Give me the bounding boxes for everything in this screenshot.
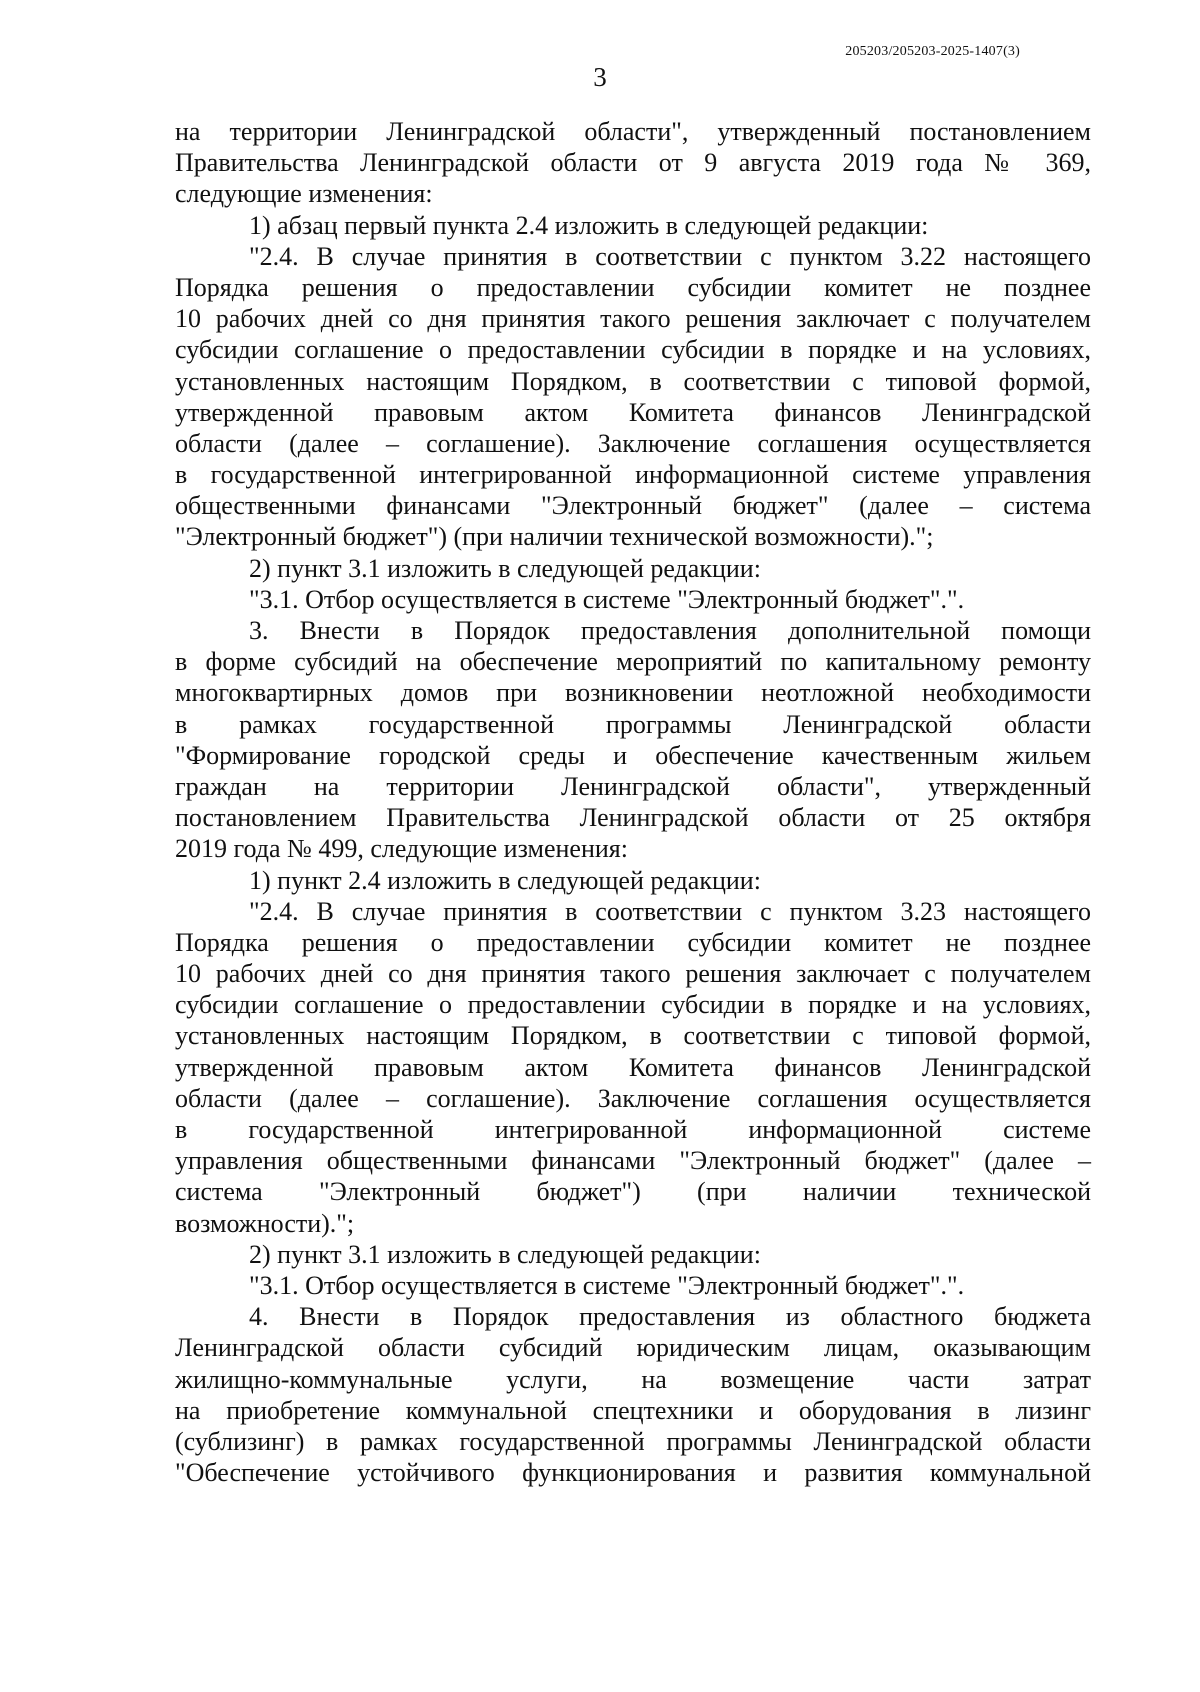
text-line: "3.1. Отбор осуществляется в системе "Электронный бюджет".". bbox=[249, 584, 965, 614]
text-line: области (далее – соглашение). Заключение соглашения осуществляется bbox=[175, 428, 1091, 458]
text-line: области (далее – соглашение). Заключение соглашения осуществляется bbox=[175, 1083, 1091, 1113]
text-line: граждан на территории Ленинградской области", утвержденный bbox=[175, 771, 1091, 801]
text-line: "Электронный бюджет") (при наличии технической возможности)."; bbox=[175, 522, 934, 552]
text-line: установленных настоящим Порядком, в соответствии с типовой формой, bbox=[175, 1021, 1091, 1051]
text-line: 4. Внести в Порядок предоставления из областного бюджета bbox=[249, 1302, 1091, 1332]
text-line: (сублизинг) в рамках государственной программы Ленинградской области bbox=[175, 1426, 1091, 1456]
text-line: управления общественными финансами "Электронный бюджет" (далее – bbox=[175, 1146, 1091, 1176]
text-line: 1) пункт 2.4 изложить в следующей редакции: bbox=[249, 865, 761, 895]
text-line: Порядка решения о предоставлении субсидии комитет не позднее bbox=[175, 927, 1091, 957]
page-number: 3 bbox=[593, 62, 607, 92]
text-line: утвержденной правовым актом Комитета финансов Ленинградской bbox=[175, 397, 1091, 427]
text-line: Правительства Ленинградской области от 9 августа 2019 года № 369, bbox=[175, 148, 1091, 178]
text-line: субсидии соглашение о предоставлении субсидии в порядке и на условиях, bbox=[175, 335, 1091, 365]
text-line: на территории Ленинградской области", утвержденный постановлением bbox=[175, 117, 1091, 146]
document-body-text bbox=[175, 116, 1091, 1488]
text-line: жилищно-коммунальные услуги, на возмещение части затрат bbox=[175, 1364, 1091, 1394]
text-line: в форме субсидий на обеспечение мероприятий по капитальному ремонту bbox=[175, 647, 1091, 677]
text-line: общественными финансами "Электронный бюджет" (далее – система bbox=[175, 491, 1091, 521]
text-line: 10 рабочих дней со дня принятия такого решения заключает с получателем bbox=[175, 959, 1091, 989]
text-line: постановлением Правительства Ленинградской области от 25 октября bbox=[175, 803, 1091, 833]
text-line: "2.4. В случае принятия в соответствии с пунктом 3.22 настоящего bbox=[249, 241, 1091, 271]
text-line: Порядка решения о предоставлении субсидии комитет не позднее bbox=[175, 272, 1091, 302]
text-line: 2) пункт 3.1 изложить в следующей редакции: bbox=[249, 1239, 761, 1269]
text-line: 10 рабочих дней со дня принятия такого решения заключает с получателем bbox=[175, 304, 1091, 334]
text-line: многоквартирных домов при возникновении неотложной необходимости bbox=[175, 678, 1091, 708]
text-line: на приобретение коммунальной спецтехники и оборудования в лизинг bbox=[175, 1395, 1091, 1425]
text-line: "2.4. В случае принятия в соответствии с пунктом 3.23 настоящего bbox=[249, 896, 1091, 926]
text-line: возможности)."; bbox=[175, 1208, 355, 1238]
text-line: в государственной интегрированной информационной системе управления bbox=[175, 460, 1091, 490]
text-line: в государственной интегрированной информационной системе bbox=[175, 1115, 1091, 1144]
text-line: 1) абзац первый пункта 2.4 изложить в следующей редакции: bbox=[249, 210, 929, 240]
text-line: 3. Внести в Порядок предоставления дополнительной помощи bbox=[249, 616, 1091, 645]
text-line: Ленинградской области субсидий юридическим лицам, оказывающим bbox=[175, 1333, 1091, 1363]
text-line: "Обеспечение устойчивого функционирования и развития коммунальной bbox=[175, 1458, 1091, 1488]
text-line: 2) пункт 3.1 изложить в следующей редакции: bbox=[249, 553, 761, 583]
text-line: 2019 года № 499, следующие изменения: bbox=[175, 834, 628, 864]
text-line: "Формирование городской среды и обеспечение качественным жильем bbox=[175, 740, 1091, 770]
text-line: установленных настоящим Порядком, в соответствии с типовой формой, bbox=[175, 366, 1091, 396]
text-line: утвержденной правовым актом Комитета финансов Ленинградской bbox=[175, 1052, 1091, 1082]
text-line: "3.1. Отбор осуществляется в системе "Электронный бюджет".". bbox=[249, 1270, 965, 1300]
text-line: субсидии соглашение о предоставлении субсидии в порядке и на условиях, bbox=[175, 990, 1091, 1020]
text-line: система "Электронный бюджет") (при наличии технической bbox=[175, 1177, 1091, 1207]
text-line: в рамках государственной программы Ленинградской области bbox=[175, 709, 1091, 739]
document-registration-number: 205203/205203-2025-1407(3) bbox=[845, 44, 1020, 59]
text-line: следующие изменения: bbox=[175, 179, 433, 209]
